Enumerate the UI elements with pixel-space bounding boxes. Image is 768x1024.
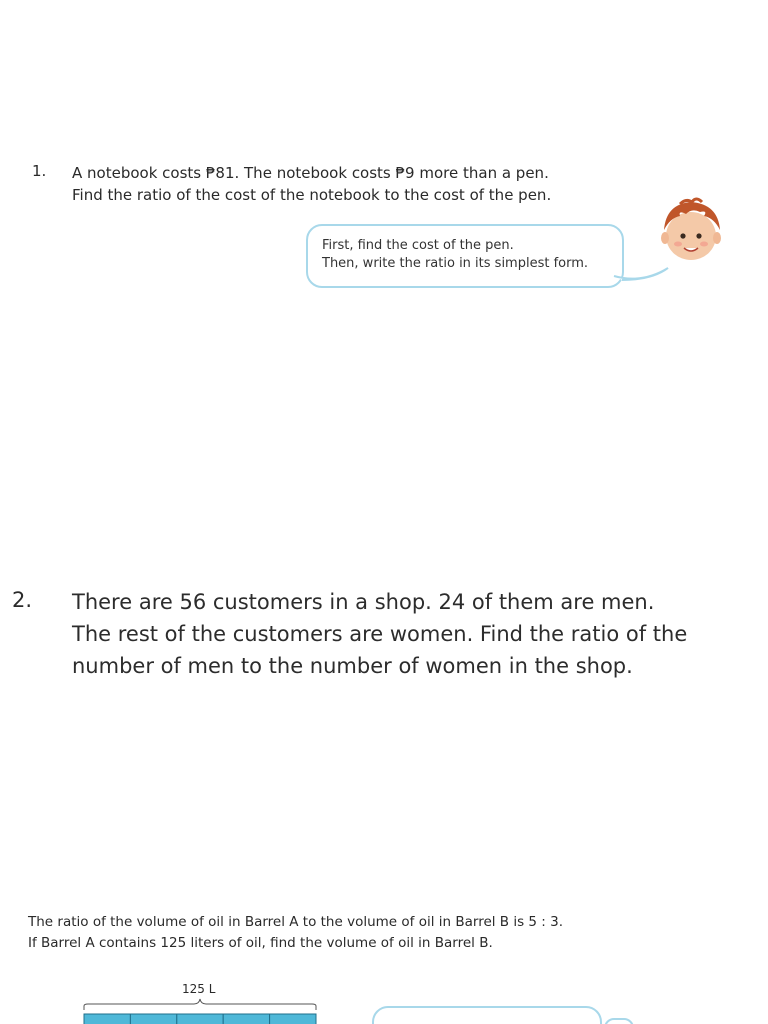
question-2-line-1: There are 56 customers in a shop. 24 of them are men.	[72, 590, 655, 614]
question-1-line-1: A notebook costs ₱81. The notebook costs ₱9 more than a pen.	[72, 164, 549, 182]
bar-unit	[270, 1014, 316, 1024]
hint-line-2: Then, write the ratio in its simplest form.	[322, 256, 589, 271]
brace-icon	[84, 999, 316, 1010]
hint-speech-bubble	[306, 224, 624, 288]
bar-unit	[177, 1014, 223, 1024]
question-1-line-2: Find the ratio of the cost of the notebook to the cost of the pen.	[72, 186, 552, 204]
bar-unit	[130, 1014, 176, 1024]
bar-unit	[84, 1014, 130, 1024]
question-1-text	[72, 162, 632, 206]
speech-bubble-tail-2-icon	[604, 1018, 634, 1024]
question-3-line-1: The ratio of the volume of oil in Barrel A to the volume of oil in Barrel B is 5 : 3.	[28, 914, 564, 930]
question-2-line-2: The rest of the customers are women. Find the ratio of the	[72, 622, 688, 646]
hint-speech-bubble-2	[372, 1006, 602, 1024]
question-1-number: 1.	[32, 162, 47, 180]
bar-unit	[223, 1014, 269, 1024]
question-3-text	[28, 912, 563, 954]
question-3-line-2: If Barrel A contains 125 liters of oil, find the volume of oil in Barrel B.	[28, 935, 493, 951]
question-2-line-3: number of men to the number of women in the shop.	[72, 654, 633, 678]
hint-text	[322, 237, 588, 273]
question-2-text	[72, 586, 762, 682]
barrel-a-bar	[84, 1014, 316, 1024]
boy-avatar-icon	[656, 196, 726, 266]
barrel-a-volume-label: 125 L	[182, 982, 216, 996]
question-2-number: 2.	[12, 588, 33, 612]
bar-model-diagram	[0, 996, 340, 1024]
hint-line-1: First, find the cost of the pen.	[322, 238, 514, 253]
